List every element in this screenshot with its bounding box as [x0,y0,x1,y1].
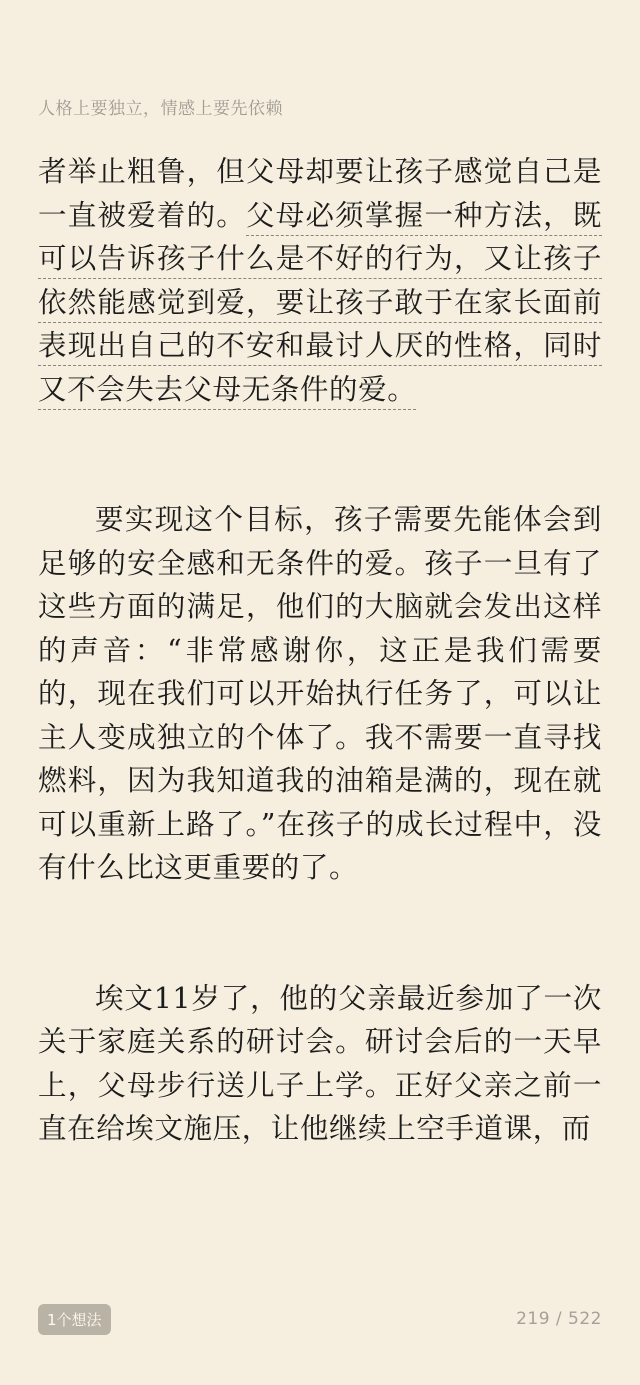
paragraph-1 [38,150,602,411]
paragraph-1-text: 者举止粗鲁，但父母却要让孩子感觉自己是一直被爱着的。 [38,155,602,232]
page-indicator: 219 / 522 [516,1309,602,1329]
reader-footer [38,1303,602,1335]
thoughts-button[interactable]: 1个想法 [38,1304,111,1335]
paragraph-2: 要实现这个目标，孩子需要先能体会到足够的安全感和无条件的爱。孩子一旦有了这些方面的满足，他们的大脑就会发出这样的声音：“非常感谢你，这正是我们需要的，现在我们可以开始执行任务了，可以让主人变成独立的个体了。我不需要一直寻找燃料，因为我知道我的油箱是满的，现在就可以重新上路了。”在孩子的成长过程中，没有什么比这更重要的了。 [38,503,602,884]
underlined-highlight[interactable]: 父母必须掌握一种方法，既可以告诉孩子什么是不好的行为，又让孩子依然能感觉到爱，要让孩子敢于在家长面前表现出自己的不安和最讨人厌的性格，同时又不会失去父母无条件的爱。 [38,198,602,406]
reading-content [38,150,602,1151]
paragraph-3: 埃文11岁了，他的父亲最近参加了一次关于家庭关系的研讨会。研讨会后的一天早上，父母步行送儿子上学。正好父亲之前一直在给埃文施压，让他继续上空手道课，而 [38,981,602,1145]
chapter-title: 人格上要独立，情感上要先依赖 [38,99,283,119]
